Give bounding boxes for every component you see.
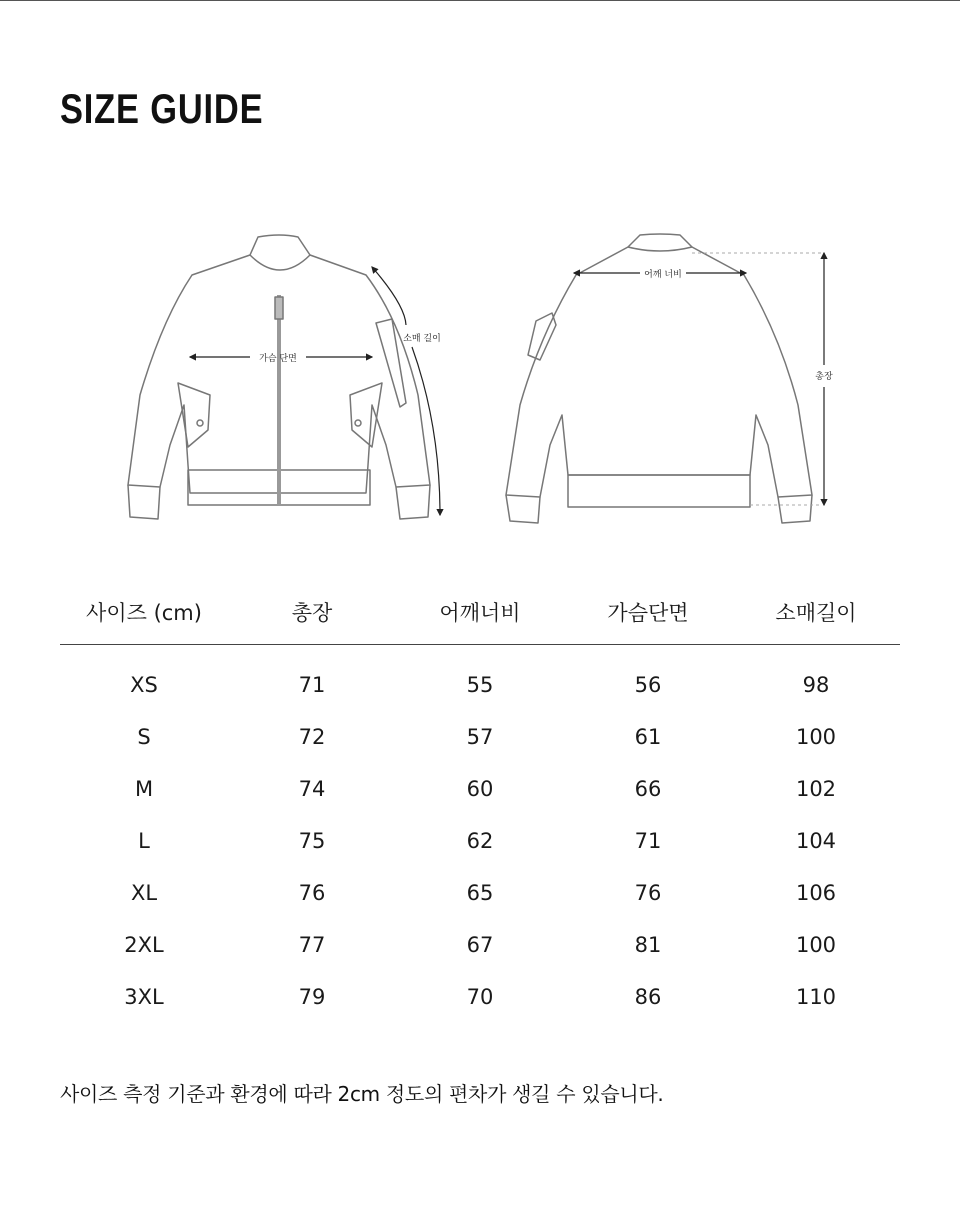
- sleeve-length-cell: 110: [795, 985, 837, 1009]
- size-cell: L: [138, 829, 150, 853]
- shoulder-width-cell: 57: [466, 725, 494, 749]
- chest-width-cell: 86: [634, 985, 662, 1009]
- top-divider: [0, 0, 960, 1]
- chest-width-cell: 56: [634, 673, 662, 697]
- total-length-cell: 76: [298, 881, 326, 905]
- size-cell: M: [134, 777, 154, 801]
- chest-width-cell: 66: [634, 777, 662, 801]
- chest-width-label: 가슴 단면: [259, 354, 297, 364]
- page-title: SIZE GUIDE: [60, 85, 264, 132]
- total-length-cell: 71: [298, 673, 326, 697]
- front-measure-lines: [190, 267, 440, 515]
- header-total-length: 총장: [228, 580, 396, 645]
- table-row: [60, 815, 900, 867]
- sleeve-length-cell: 100: [795, 725, 837, 749]
- table-row: [60, 919, 900, 971]
- total-length-cell: 72: [298, 725, 326, 749]
- size-cell: 3XL: [124, 985, 164, 1009]
- table-row: [60, 645, 900, 712]
- chest-width-cell: 71: [634, 829, 662, 853]
- shoulder-width-label: 어깨 너비: [644, 270, 682, 280]
- shoulder-width-cell: 60: [466, 777, 494, 801]
- shoulder-width-cell: 67: [466, 933, 494, 957]
- chest-width-cell: 81: [634, 933, 662, 957]
- sleeve-length-cell: 106: [795, 881, 837, 905]
- size-cell: XL: [130, 881, 158, 905]
- total-length-cell: 74: [298, 777, 326, 801]
- header-shoulder-width: 어깨너비: [396, 580, 564, 645]
- header-size: 사이즈 (cm): [60, 580, 228, 645]
- sleeve-length-cell: 100: [795, 933, 837, 957]
- shoulder-width-cell: 70: [466, 985, 494, 1009]
- total-length-cell: 75: [298, 829, 326, 853]
- chest-width-cell: 76: [634, 881, 662, 905]
- back-measure-lines: [574, 253, 824, 505]
- table-row: [60, 711, 900, 763]
- size-table: [60, 580, 900, 1023]
- total-length-label: 총장: [815, 372, 833, 382]
- size-cell: 2XL: [124, 933, 164, 957]
- header-chest-width: 가슴단면: [564, 580, 732, 645]
- shoulder-width-cell: 62: [466, 829, 494, 853]
- jacket-diagram-svg: [100, 225, 860, 525]
- measurement-note: 사이즈 측정 기준과 환경에 따라 2cm 정도의 편차가 생길 수 있습니다.: [60, 1082, 664, 1106]
- sleeve-length-cell: 104: [795, 829, 837, 853]
- table-row: [60, 867, 900, 919]
- shoulder-width-cell: 55: [466, 673, 494, 697]
- sleeve-length-cell: 102: [795, 777, 837, 801]
- total-length-cell: 77: [298, 933, 326, 957]
- table-header-row: [60, 580, 900, 645]
- table-row: [60, 971, 900, 1023]
- size-cell: XS: [130, 673, 158, 697]
- size-cell: S: [137, 725, 151, 749]
- jacket-diagram: [100, 225, 860, 525]
- total-length-cell: 79: [298, 985, 326, 1009]
- header-sleeve-length: 소매길이: [732, 580, 900, 645]
- front-jacket-outline: [128, 235, 430, 519]
- sleeve-length-cell: 98: [802, 673, 830, 697]
- table-row: [60, 763, 900, 815]
- sleeve-length-label: 소매 길이: [403, 334, 441, 344]
- back-guide-dashes: [692, 253, 822, 505]
- shoulder-width-cell: 65: [466, 881, 494, 905]
- chest-width-cell: 61: [634, 725, 662, 749]
